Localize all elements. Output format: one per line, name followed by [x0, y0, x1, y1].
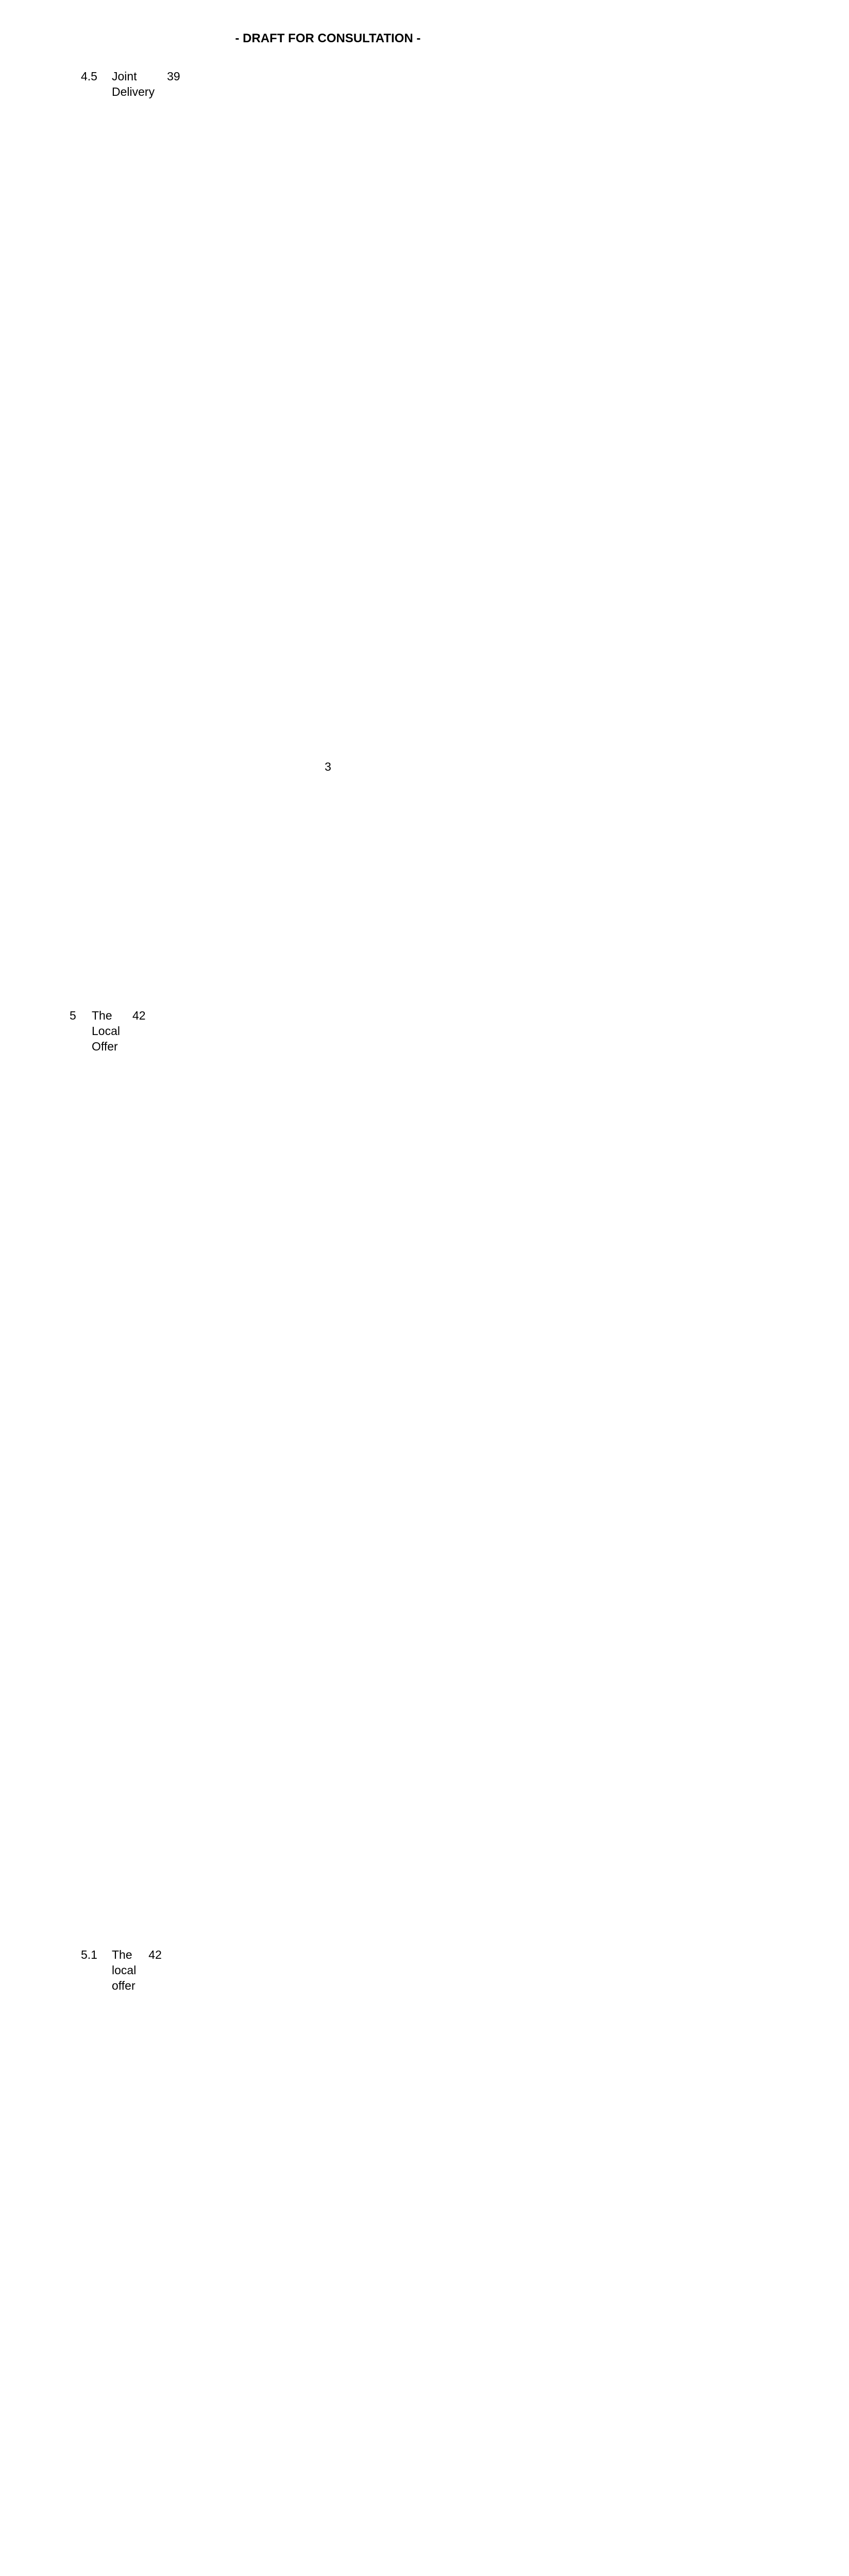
entry-title: The Local Offer — [92, 1009, 120, 1053]
page-header: - DRAFT FOR CONSULTATION - — [235, 31, 421, 45]
toc-entry — [70, 1947, 523, 2576]
entry-number: 5 — [70, 1009, 76, 1022]
entry-title: Joint Delivery — [112, 70, 155, 98]
entry-page: 42 — [132, 1008, 788, 1935]
toc-entry — [70, 69, 523, 996]
entry-page: 42 — [148, 1947, 804, 2576]
entry-title: The local offer — [112, 1948, 137, 1992]
entry-page: 39 — [167, 69, 823, 996]
entry-number: 5.1 — [81, 1948, 97, 1961]
toc-entry — [70, 1008, 523, 1935]
page-footer-number: 3 — [325, 760, 331, 773]
entry-number: 4.5 — [81, 70, 97, 83]
toc-list — [70, 69, 523, 2576]
